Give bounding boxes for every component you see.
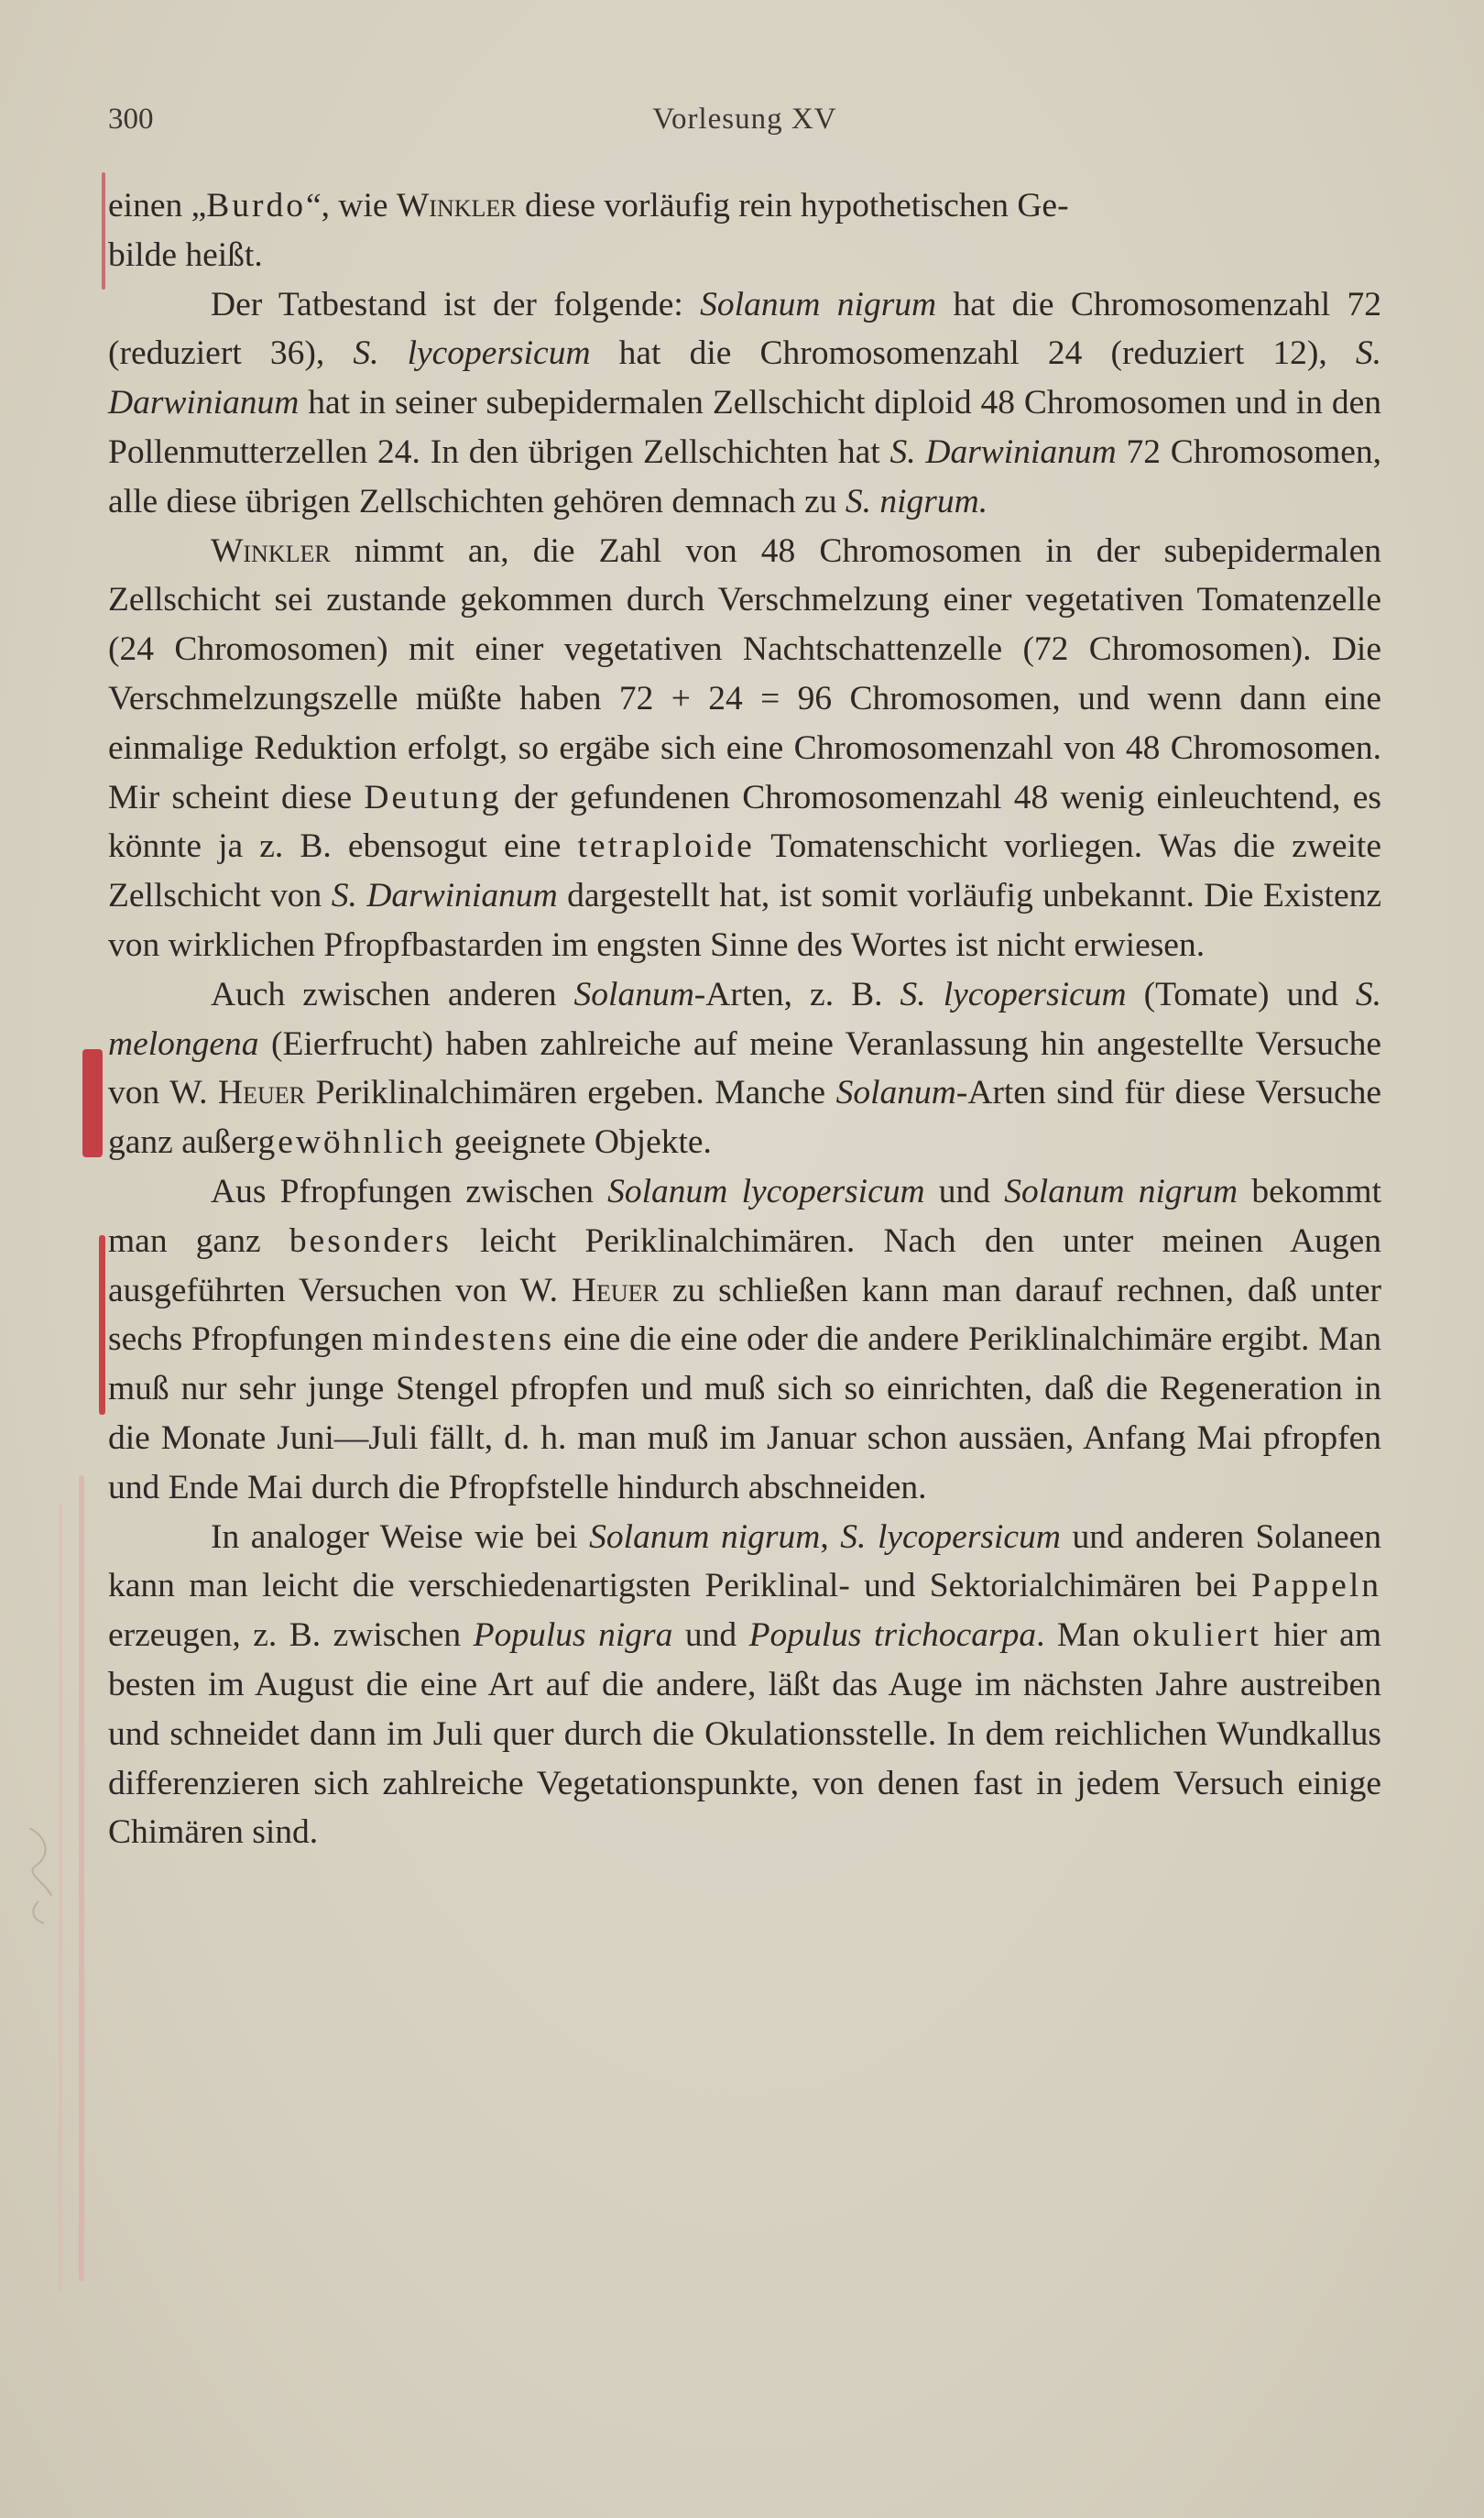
text-run: bekommt man ganz (108, 1172, 1382, 1260)
text-run: Tomatenschicht vorliegen. Was die zweite Zellschicht von (108, 827, 1381, 915)
species-name: Populus nigra (473, 1616, 673, 1655)
text-run: erzeugen, z. B. zwischen (108, 1616, 474, 1655)
species-name: Solanum (573, 975, 694, 1013)
paragraph-tatbestand (108, 280, 1381, 527)
author-name: Heuer (571, 1271, 659, 1309)
running-title: Vorlesung XV (652, 103, 837, 136)
spaced-term: Burdo (206, 187, 306, 224)
text-run: In analoger Weise wie bei (211, 1517, 590, 1556)
running-header (108, 103, 1381, 148)
pencil-margin-mark (102, 172, 105, 290)
handwritten-margin-scribble (20, 1819, 60, 1929)
text-run: und anderen Solaneen kann man leicht die verschiedenartigsten Periklinal- und Sektorialchimären bei (108, 1517, 1382, 1605)
text-run: leicht Periklinalchimären. Nach den unter meinen Augen ausgeführten Versuchen von W. (108, 1221, 1381, 1309)
species-name: S. nigrum. (845, 482, 988, 520)
text-run: zu schließen kann man darauf rechnen, daß unter sechs Pfropfungen (108, 1271, 1381, 1359)
species-name: Solanum nigrum (700, 285, 937, 323)
text-run: . Man (1036, 1616, 1133, 1655)
text-run: eine die eine oder die andere Periklinalchimäre ergibt. Man muß nur sehr junge Stengel pfropfen und muß sich so einrichten, daß die Regeneration in die Monate Juni—Juli fällt, d. h. man muß im Januar schon aussäen, Anfang Mai pfropfen und Ende Mai durch die Pfropfstelle hindurch abschneiden. (108, 1320, 1381, 1506)
text-run: -Arten sind für diese Versuche ganz außer (108, 1074, 1381, 1162)
text-run: , (820, 1517, 841, 1556)
author-name: Winkler (211, 531, 331, 570)
paragraph-pappeln (108, 1513, 1381, 1858)
text-run: hat in seiner subepidermalen Zellschicht diploid 48 Chromosomen und in den Pollenmutterzellen 24. In den übrigen Zellschichten hat (108, 384, 1381, 471)
species-name: S. Darwinianum (108, 334, 1381, 422)
spaced-term: besonders (289, 1221, 452, 1260)
text-run: dargestellt hat, ist somit vorläufig unbekannt. Die Existenz von wirklichen Pfropfbastarden im engsten Sinne des Wortes ist nicht erwiesen. (108, 877, 1382, 964)
text-run: 72 Chromosomen, alle diese übrigen Zellschichten gehören demnach zu (108, 432, 1382, 520)
text-run: Aus Pfropfungen zwischen (211, 1172, 608, 1210)
species-name: Solanum nigrum (589, 1517, 821, 1556)
text-run: der gefundenen Chromosomenzahl 48 wenig einleuchtend, es könnte ja z. B. ebensogut eine (108, 778, 1381, 866)
spaced-term: okuliert (1132, 1616, 1261, 1655)
species-name: Solanum lycopersicum (607, 1172, 925, 1210)
page-number: 300 (108, 103, 154, 136)
paragraph-continuation (108, 181, 1381, 280)
text-run: hat die Chromosomenzahl 24 (reduziert 12), (590, 334, 1356, 373)
red-crayon-margin-line (99, 1235, 105, 1415)
text-run: nimmt an, die Zahl von 48 Chromosomen in der subepidermalen Zellschicht sei zustande gekommen durch Verschmelzung einer vegetativen Tomatenzelle (24 Chromosomen) mit einer vegetativen Nachtschattenzelle (72 Chromosomen). Die Verschmelzungszelle müßte haben 72 + 24 = 96 Chromosomen, und wenn dann eine einmalige Reduktion erfolgt, so ergäbe sich eine Chromosomenzahl von 48 Chromosomen. Mir scheint diese (108, 531, 1381, 816)
faint-pink-margin-line (79, 1475, 84, 2282)
author-name: Winkler (396, 187, 517, 224)
text-run: diese vorläufig rein hypothetischen Ge- (516, 187, 1069, 224)
text-run: “, wie (305, 187, 397, 224)
spaced-term: gewöhnlich (257, 1123, 446, 1162)
species-name: Populus trichocarpa (748, 1616, 1037, 1655)
body-text (108, 181, 1381, 1857)
spaced-term: Deutung (364, 778, 502, 816)
text-run: und (672, 1616, 749, 1655)
text-run: Periklinalchimären ergeben. Manche (304, 1074, 836, 1112)
spaced-term: Pappeln (1251, 1567, 1381, 1605)
text-run: Auch zwischen anderen (211, 975, 574, 1013)
species-name: S. lycopersicum (840, 1517, 1061, 1556)
red-crayon-margin-mark (82, 1049, 103, 1157)
text-run: einen „ (108, 187, 207, 224)
text-run: (Eierfrucht) haben zahlreiche auf meine Veranlassung hin angestellte Versuche von W. (108, 1024, 1381, 1112)
text-run: geeignete Objekte. (445, 1123, 712, 1162)
paragraph-solanum-arten (108, 970, 1381, 1167)
text-run: (Tomate) und (1126, 975, 1356, 1013)
species-name: S. Darwinianum (331, 877, 558, 915)
author-name: Heuer (218, 1074, 305, 1112)
species-name: S. melongena (108, 975, 1381, 1063)
paragraph-winkler (108, 527, 1381, 970)
species-name: S. Darwinianum (889, 432, 1117, 471)
species-name: Solanum nigrum (1004, 1172, 1238, 1210)
text-run: hat die Chromosomenzahl 72 (reduziert 36), (108, 285, 1381, 373)
text-run: und (924, 1172, 1005, 1210)
spaced-term: tetraploide (577, 827, 755, 866)
spaced-term: mindestens (372, 1320, 555, 1359)
species-name: S. lycopersicum (900, 975, 1127, 1013)
text-run: Der Tatbestand ist der folgende: (211, 285, 701, 323)
text-run: bilde heißt. (108, 235, 263, 274)
species-name: Solanum (835, 1074, 956, 1112)
text-run: hier am besten im August die eine Art auf die andere, läßt das Auge im nächsten Jahre austreiben und schneidet dann im Juli quer durch die Okulationsstelle. In dem reichlichen Wundkallus differenzieren sich zahlreiche Vegetationspunkte, von denen fast in jedem Versuch einige Chimären sind. (108, 1616, 1381, 1852)
text-run: -Arten, z. B. (693, 975, 900, 1013)
species-name: S. lycopersicum (353, 334, 591, 373)
paragraph-pfropfungen (108, 1167, 1381, 1513)
